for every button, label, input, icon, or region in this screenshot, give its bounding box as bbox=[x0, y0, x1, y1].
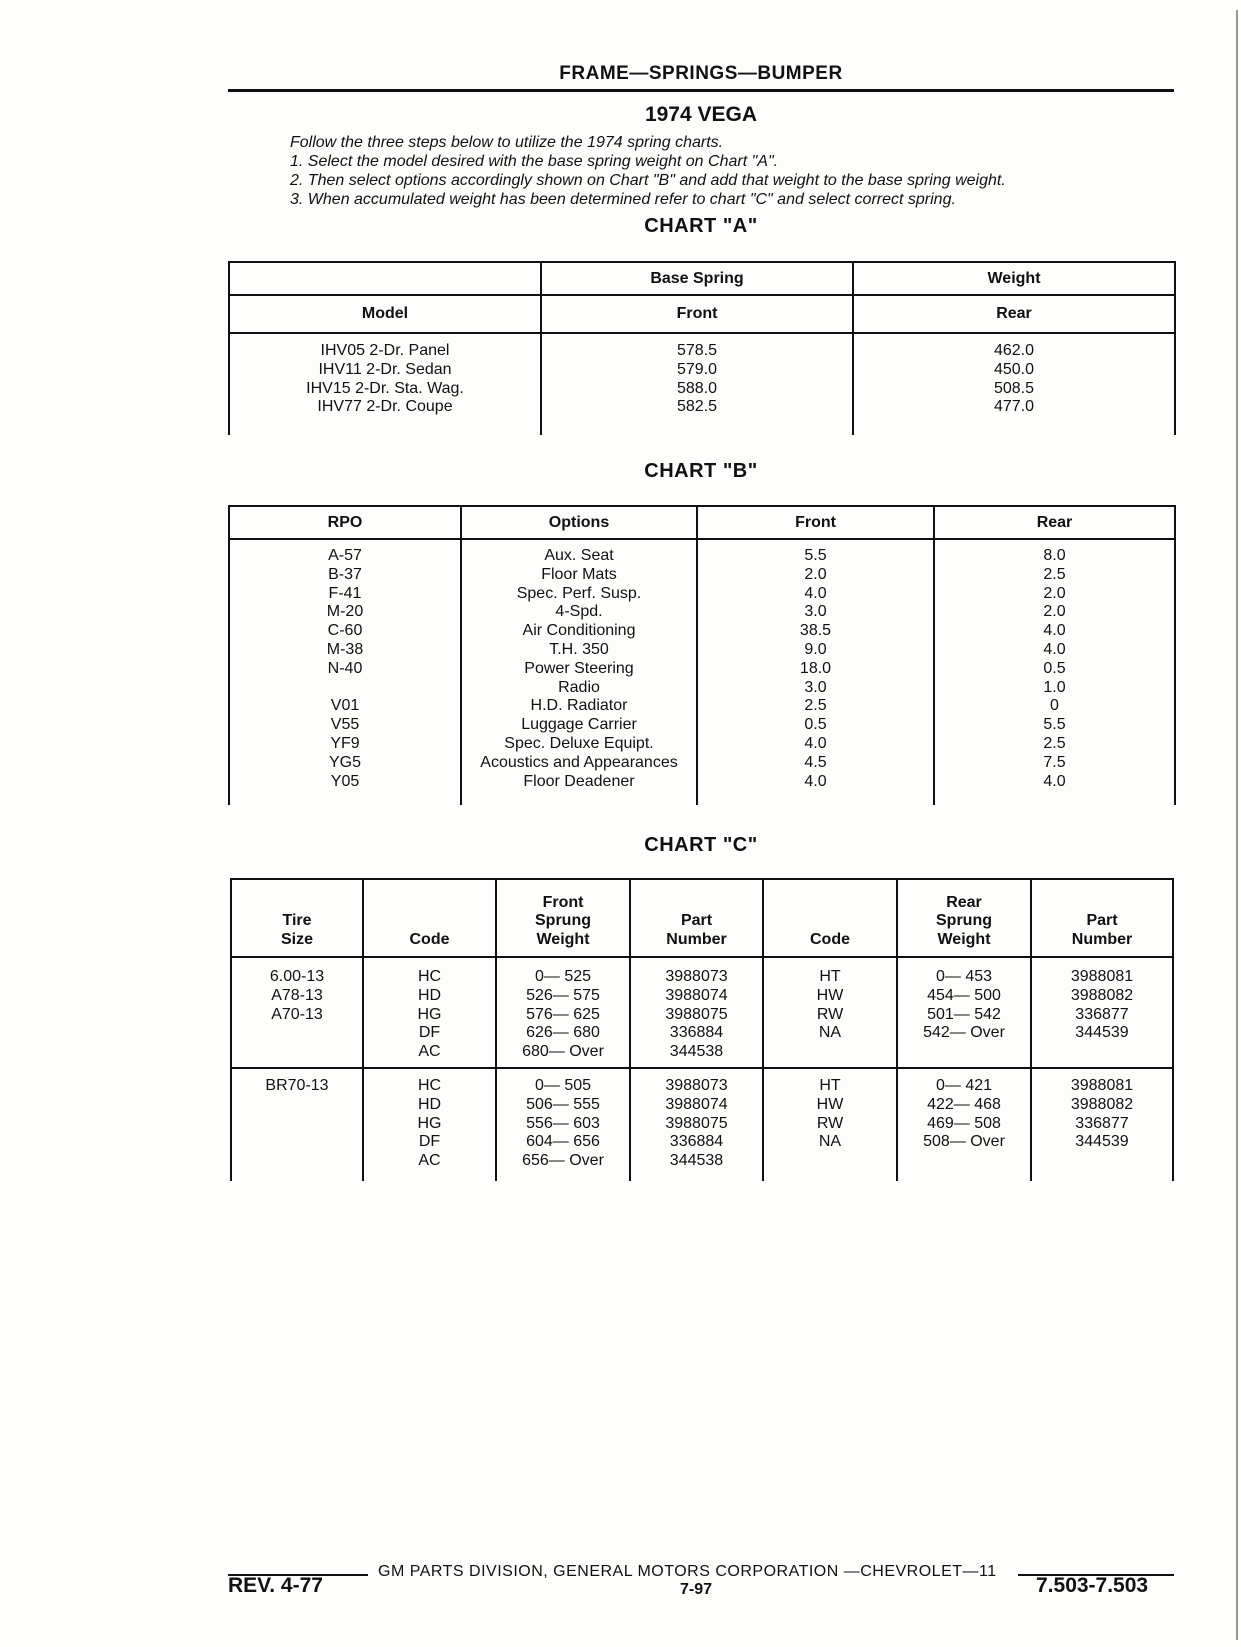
cell-line: 0.5 bbox=[1043, 659, 1066, 677]
chart-c-heading: CHART "C" bbox=[644, 834, 758, 856]
cell-line: 3988074 bbox=[665, 1095, 728, 1113]
instruction-step-3: 3. When accumulated weight has been determined refer to chart "C" and select correct spring. bbox=[290, 191, 956, 208]
section-title: FRAME—SPRINGS—BUMPER bbox=[559, 63, 843, 84]
cell-line: V55 bbox=[330, 716, 360, 734]
cell-line: Radio bbox=[558, 678, 600, 696]
cell-line bbox=[230, 679, 460, 698]
cell-line: HC bbox=[417, 968, 442, 985]
cell-line: 336877 bbox=[1075, 1005, 1129, 1023]
cell-line: 1.0 bbox=[1043, 678, 1066, 696]
cell-line: 576— 625 bbox=[526, 1005, 600, 1023]
cell-line: M-20 bbox=[326, 603, 364, 621]
binding-edge bbox=[1236, 10, 1238, 1640]
cell-line: 4.0 bbox=[1043, 622, 1066, 640]
cell-line: Spec. Perf. Susp. bbox=[516, 584, 642, 602]
cell-line: 526— 575 bbox=[526, 986, 600, 1004]
cell-line: 450.0 bbox=[993, 360, 1035, 378]
cell-line: 588.0 bbox=[676, 379, 718, 397]
chart-a-heading: CHART "A" bbox=[644, 215, 758, 237]
instruction-step-1: 1. Select the model desired with the base spring weight on Chart "A". bbox=[290, 153, 779, 170]
cell-line: Code bbox=[409, 931, 450, 949]
cell-line: Rear bbox=[946, 893, 982, 911]
cell-line: 4.0 bbox=[1043, 772, 1066, 790]
cell-line: Tire bbox=[282, 912, 312, 930]
cell-line: HD bbox=[417, 986, 442, 1004]
cell-line: 3988073 bbox=[665, 968, 728, 985]
cell-line: 3.0 bbox=[804, 678, 827, 696]
cell-line: HC bbox=[417, 1077, 442, 1094]
cell-line: 2.0 bbox=[804, 565, 827, 583]
cell-line: Luggage Carrier bbox=[521, 716, 637, 734]
chart-a-header-rear: Rear bbox=[853, 295, 1175, 333]
chart-b-header-rpo: RPO bbox=[229, 506, 461, 539]
cell-line: 4.0 bbox=[804, 584, 827, 602]
cell-line: 3.0 bbox=[804, 603, 827, 621]
cell-line: 38.5 bbox=[799, 622, 832, 640]
chart-b-options-column bbox=[461, 539, 697, 805]
cell-line: HT bbox=[819, 968, 841, 985]
chart-a-model-column bbox=[229, 333, 541, 435]
front-weight-cell bbox=[496, 957, 630, 1068]
front-code-cell bbox=[363, 1068, 496, 1181]
cell-line: 3988082 bbox=[1070, 1095, 1134, 1113]
cell-line: F-41 bbox=[328, 584, 362, 602]
chart-a-table bbox=[228, 261, 1176, 435]
chart-c-header-front-code bbox=[363, 879, 496, 957]
cell-line: HT bbox=[819, 1077, 841, 1094]
cell-line: 680— Over bbox=[522, 1043, 604, 1061]
cell-line: Sprung bbox=[936, 912, 992, 930]
cell-line: NA bbox=[818, 1133, 842, 1151]
footer-division: GM PARTS DIVISION, GENERAL MOTORS CORPORATION —CHEVROLET—11 bbox=[378, 1563, 997, 1580]
cell-line: A78-13 bbox=[271, 986, 323, 1004]
cell-line: 469— 508 bbox=[927, 1114, 1001, 1132]
cell-line: Front bbox=[542, 893, 584, 911]
cell-line: 2.0 bbox=[1043, 603, 1066, 621]
cell-line: Power Steering bbox=[524, 659, 634, 677]
cell-line: HG bbox=[417, 1114, 442, 1132]
chart-c-header-tire-size bbox=[231, 879, 363, 957]
cell-line: Sprung bbox=[535, 912, 591, 930]
cell-line: Floor Mats bbox=[541, 565, 617, 583]
cell-line: 462.0 bbox=[993, 342, 1035, 359]
cell-line: 7.5 bbox=[1043, 753, 1066, 771]
cell-line: 0— 525 bbox=[534, 968, 592, 985]
front-weight-cell bbox=[496, 1068, 630, 1181]
rear-weight-cell bbox=[897, 957, 1031, 1068]
chart-a-header-blank bbox=[229, 262, 541, 295]
cell-line: IHV15 2-Dr. Sta. Wag. bbox=[306, 379, 464, 397]
cell-line: 344539 bbox=[1075, 1024, 1129, 1042]
cell-line: YG5 bbox=[328, 753, 361, 771]
cell-line: HD bbox=[417, 1095, 442, 1113]
rear-code-cell bbox=[763, 957, 897, 1068]
cell-line: 336884 bbox=[669, 1133, 724, 1151]
cell-line: RW bbox=[816, 1114, 844, 1132]
chart-c-group-1 bbox=[231, 957, 1173, 1068]
cell-line: 604— 656 bbox=[526, 1133, 600, 1151]
cell-line: Floor Deadener bbox=[523, 772, 635, 790]
chart-c-table bbox=[230, 878, 1174, 1181]
cell-line: BR70-13 bbox=[265, 1077, 329, 1094]
chart-a-rear-column bbox=[853, 333, 1175, 435]
cell-line: 5.5 bbox=[1043, 716, 1066, 734]
chart-a-header-model: Model bbox=[229, 295, 541, 333]
cell-line: 506— 555 bbox=[526, 1095, 600, 1113]
chart-b-header-front: Front bbox=[697, 506, 934, 539]
rear-code-cell bbox=[763, 1068, 897, 1181]
cell-line: 0 bbox=[1050, 697, 1059, 715]
cell-line: NA bbox=[818, 1024, 842, 1042]
cell-line: IHV11 2-Dr. Sedan bbox=[318, 360, 452, 378]
cell-line: Weight bbox=[536, 931, 590, 949]
footer-page-number: 7-97 bbox=[680, 1581, 713, 1598]
cell-line: A70-13 bbox=[271, 1005, 323, 1023]
cell-line: Weight bbox=[937, 931, 991, 949]
chart-c-header-rear-sprung-weight bbox=[897, 879, 1031, 957]
cell-line: Aux. Seat bbox=[544, 547, 614, 564]
cell-line: 454— 500 bbox=[927, 986, 1001, 1004]
cell-line: 578.5 bbox=[676, 342, 718, 359]
chart-a-header-weight: Weight bbox=[853, 262, 1175, 295]
cell-line: 3988082 bbox=[1070, 986, 1134, 1004]
cell-line: 3988075 bbox=[665, 1114, 728, 1132]
cell-line: 2.0 bbox=[1043, 584, 1066, 602]
rear-part-cell bbox=[1031, 1068, 1173, 1181]
cell-line: 9.0 bbox=[804, 640, 827, 658]
cell-line: 656— Over bbox=[522, 1152, 604, 1170]
cell-line: C-60 bbox=[327, 622, 363, 640]
cell-line: 582.5 bbox=[676, 398, 718, 416]
chart-a-header-base-spring: Base Spring bbox=[541, 262, 853, 295]
chart-b-front-column bbox=[697, 539, 934, 805]
chart-b-rear-column bbox=[934, 539, 1175, 805]
instruction-step-2: 2. Then select options accordingly shown on Chart "B" and add that weight to the base spring weight. bbox=[290, 172, 1006, 189]
tire-size-cell bbox=[231, 957, 363, 1068]
tire-size-cell bbox=[231, 1068, 363, 1181]
chart-c-group-2 bbox=[231, 1068, 1173, 1181]
cell-line: 336877 bbox=[1075, 1114, 1129, 1132]
cell-line: HG bbox=[417, 1005, 442, 1023]
instruction-intro: Follow the three steps below to utilize the 1974 spring charts. bbox=[290, 134, 724, 151]
cell-line: HW bbox=[816, 986, 844, 1004]
cell-line: V01 bbox=[330, 697, 360, 715]
cell-line: Spec. Deluxe Equipt. bbox=[504, 734, 654, 752]
cell-line: AC bbox=[418, 1043, 441, 1061]
cell-line: Y05 bbox=[330, 772, 360, 790]
footer-catalog-reference: 7.503-7.503 bbox=[1036, 1574, 1149, 1597]
cell-line: B-37 bbox=[328, 565, 362, 583]
chart-c-header-rear-part-number bbox=[1031, 879, 1173, 957]
cell-line: YF9 bbox=[330, 734, 360, 752]
cell-line: T.H. 350 bbox=[549, 640, 609, 658]
cell-line: Size bbox=[280, 931, 313, 949]
chart-b-table bbox=[228, 505, 1176, 805]
chart-b-header-options: Options bbox=[461, 506, 697, 539]
title-rule bbox=[228, 89, 1174, 92]
cell-line: 336884 bbox=[669, 1024, 724, 1042]
cell-line: DF bbox=[418, 1133, 441, 1151]
cell-line: Part bbox=[1086, 912, 1118, 930]
cell-line: 0— 453 bbox=[935, 968, 993, 985]
cell-line: 556— 603 bbox=[526, 1114, 600, 1132]
cell-line: 422— 468 bbox=[927, 1095, 1001, 1113]
cell-line: 2.5 bbox=[804, 697, 827, 715]
cell-line: AC bbox=[418, 1152, 441, 1170]
cell-line: 3988081 bbox=[1070, 1077, 1134, 1094]
cell-line: 3988081 bbox=[1070, 968, 1134, 985]
chart-c-header-front-sprung-weight bbox=[496, 879, 630, 957]
cell-line: 477.0 bbox=[993, 398, 1035, 416]
cell-line: 18.0 bbox=[799, 659, 832, 677]
cell-line: Acoustics and Appearances bbox=[480, 753, 678, 771]
front-code-cell bbox=[363, 957, 496, 1068]
chart-a-front-column bbox=[541, 333, 853, 435]
cell-line: Air Conditioning bbox=[522, 622, 636, 640]
cell-line: 4.5 bbox=[804, 753, 827, 771]
cell-line: 5.5 bbox=[804, 547, 827, 564]
cell-line: 542— Over bbox=[923, 1024, 1005, 1042]
cell-line: 0— 505 bbox=[534, 1077, 592, 1094]
cell-line: Number bbox=[1071, 931, 1133, 949]
chart-c-header-rear-code bbox=[763, 879, 897, 957]
cell-line: Code bbox=[810, 931, 850, 949]
cell-line: Number bbox=[666, 931, 727, 949]
chart-b-header-rear: Rear bbox=[934, 506, 1175, 539]
cell-line: 4.0 bbox=[1043, 640, 1066, 658]
cell-line: 579.0 bbox=[676, 360, 718, 378]
cell-line: 501— 542 bbox=[927, 1005, 1001, 1023]
cell-line: 4.0 bbox=[804, 734, 827, 752]
cell-line: Part bbox=[680, 912, 713, 930]
chart-b-heading: CHART "B" bbox=[644, 460, 758, 482]
cell-line: 6.00-13 bbox=[269, 968, 325, 985]
cell-line: 4.0 bbox=[804, 772, 827, 790]
cell-line: 626— 680 bbox=[526, 1024, 600, 1042]
cell-line: 508— Over bbox=[923, 1133, 1005, 1151]
rear-weight-cell bbox=[897, 1068, 1031, 1181]
chart-c-header-front-part-number bbox=[630, 879, 763, 957]
rear-part-cell bbox=[1031, 957, 1173, 1068]
cell-line: IHV77 2-Dr. Coupe bbox=[317, 398, 453, 416]
model-year-title: 1974 VEGA bbox=[644, 103, 758, 126]
instructions bbox=[290, 133, 1170, 209]
cell-line: M-38 bbox=[326, 640, 364, 658]
cell-line: DF bbox=[418, 1024, 441, 1042]
cell-line: 2.5 bbox=[1043, 565, 1066, 583]
cell-line: 344539 bbox=[1075, 1133, 1129, 1151]
cell-line: N-40 bbox=[327, 659, 363, 677]
front-part-cell bbox=[630, 957, 763, 1068]
cell-line: 4-Spd. bbox=[555, 603, 603, 621]
cell-line: 3988075 bbox=[665, 1005, 728, 1023]
cell-line: 344538 bbox=[669, 1152, 724, 1170]
chart-b-rpo-column bbox=[229, 539, 461, 805]
cell-line: 3988074 bbox=[665, 986, 728, 1004]
cell-line: 508.5 bbox=[993, 379, 1035, 397]
footer-revision: REV. 4-77 bbox=[228, 1574, 323, 1597]
cell-line: 8.0 bbox=[1043, 547, 1066, 564]
cell-line: 344538 bbox=[669, 1043, 724, 1061]
cell-line: A-57 bbox=[328, 547, 362, 564]
cell-line: IHV05 2-Dr. Panel bbox=[320, 342, 450, 359]
front-part-cell bbox=[630, 1068, 763, 1181]
cell-line: H.D. Radiator bbox=[530, 697, 628, 715]
cell-line: 0— 421 bbox=[935, 1077, 993, 1094]
cell-line: 2.5 bbox=[1043, 734, 1066, 752]
cell-line: HW bbox=[816, 1095, 844, 1113]
cell-line: RW bbox=[816, 1005, 844, 1023]
chart-a-header-front: Front bbox=[541, 295, 853, 333]
cell-line: 3988073 bbox=[665, 1077, 728, 1094]
cell-line: 0.5 bbox=[804, 716, 827, 734]
